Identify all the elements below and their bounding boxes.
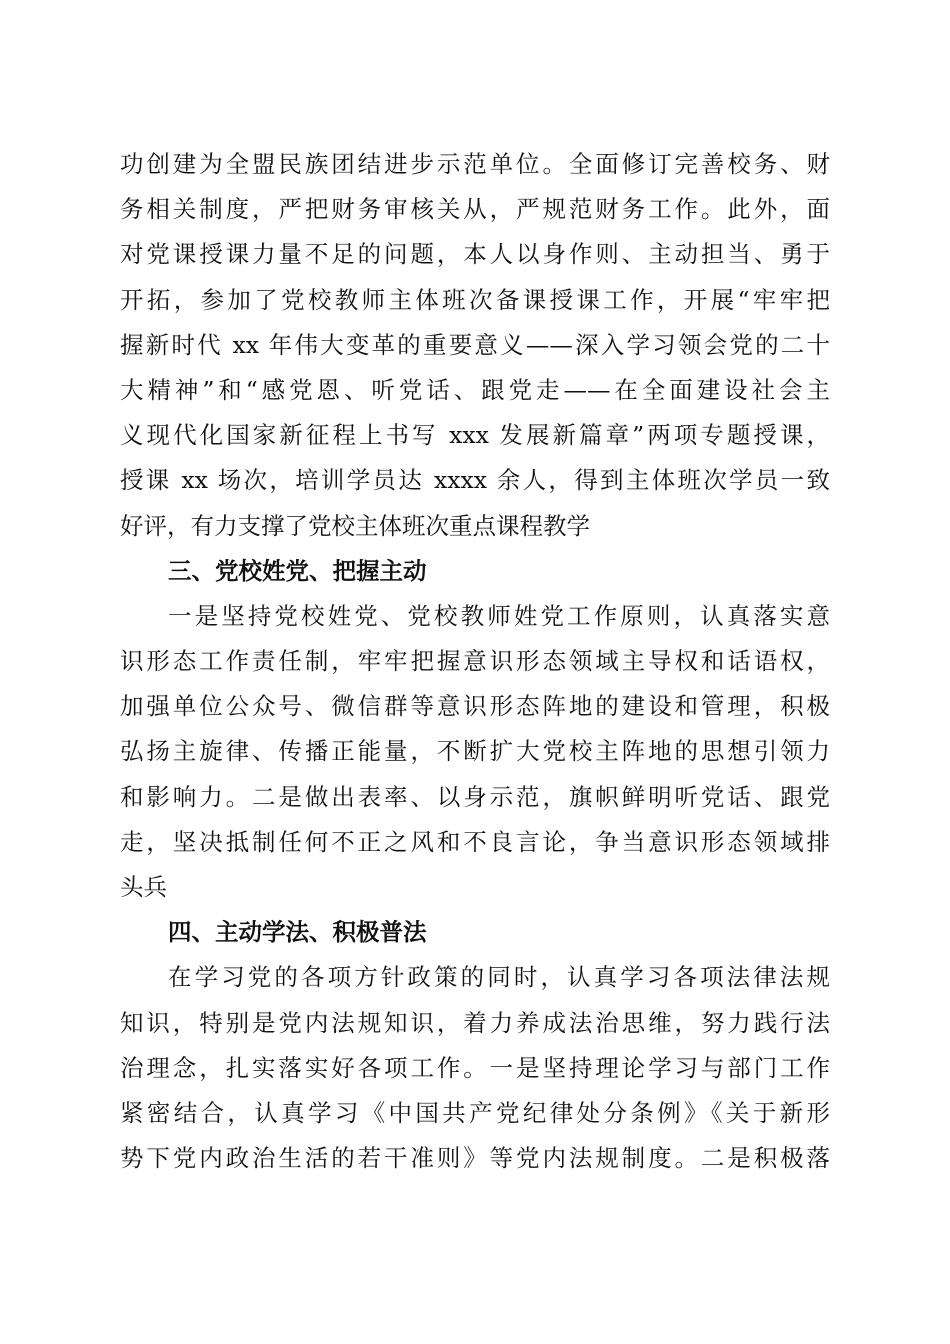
body-line: 功创建为全盟民族团结进步示范单位。全面修订完善校务、财 bbox=[120, 150, 830, 178]
body-line: 在学习党的各项方针政策的同时，认真学习各项法律法规 bbox=[168, 963, 830, 992]
body-line: 走，坚决抵制任何不正之风和不良言论，争当意识形态领域排 bbox=[120, 827, 830, 856]
body-line: 紧密结合，认真学习《中国共产党纪律处分条例》《关于新形 bbox=[120, 1098, 830, 1127]
body-line: 授课 xx 场次，培训学员达 xxxx 余人，得到主体班次学员一致 bbox=[120, 466, 830, 495]
body-line: 识形态工作责任制，牢牢把握意识形态领域主导权和话语权， bbox=[120, 647, 830, 676]
body-line: 弘扬主旋律、传播正能量，不断扩大党校主阵地的思想引领力 bbox=[120, 737, 830, 766]
body-line: 知识，特别是党内法规知识，着力养成法治思维，努力践行法 bbox=[120, 1008, 830, 1037]
section-heading-3: 三、党校姓党、把握主动 bbox=[168, 556, 427, 585]
body-line: 大精神”和“感党恩、听党话、跟党走——在全面建设社会主 bbox=[120, 375, 830, 404]
body-line: 义现代化国家新征程上书写 xxx 发展新篇章”两项专题授课， bbox=[120, 421, 830, 450]
body-line: 势下党内政治生活的若干准则》等党内法规制度。二是积极落 bbox=[120, 1144, 830, 1173]
body-line: 加强单位公众号、微信群等意识形态阵地的建设和管理，积极 bbox=[120, 692, 830, 721]
body-line: 好评，有力支撑了党校主体班次重点课程教学 bbox=[120, 511, 590, 540]
body-line: 头兵 bbox=[120, 873, 167, 901]
body-line: 和影响力。二是做出表率、以身示范，旗帜鲜明听党话、跟党 bbox=[120, 782, 830, 811]
body-line: 务相关制度，严把财务审核关从，严规范财务工作。此外，面 bbox=[120, 195, 830, 224]
body-line: 开拓，参加了党校教师主体班次备课授课工作，开展“牢牢把 bbox=[120, 285, 830, 314]
body-line: 握新时代 xx 年伟大变革的重要意义——深入学习领会党的二十 bbox=[120, 330, 830, 359]
body-line: 对党课授课力量不足的问题，本人以身作则、主动担当、勇于 bbox=[120, 240, 830, 269]
document-body bbox=[120, 142, 830, 1181]
body-line: 一是坚持党校姓党、党校教师姓党工作原则，认真落实意 bbox=[168, 601, 830, 630]
section-heading-4: 四、主动学法、积极普法 bbox=[168, 918, 427, 947]
body-line: 治理念，扎实落实好各项工作。一是坚持理论学习与部门工作 bbox=[120, 1053, 830, 1082]
